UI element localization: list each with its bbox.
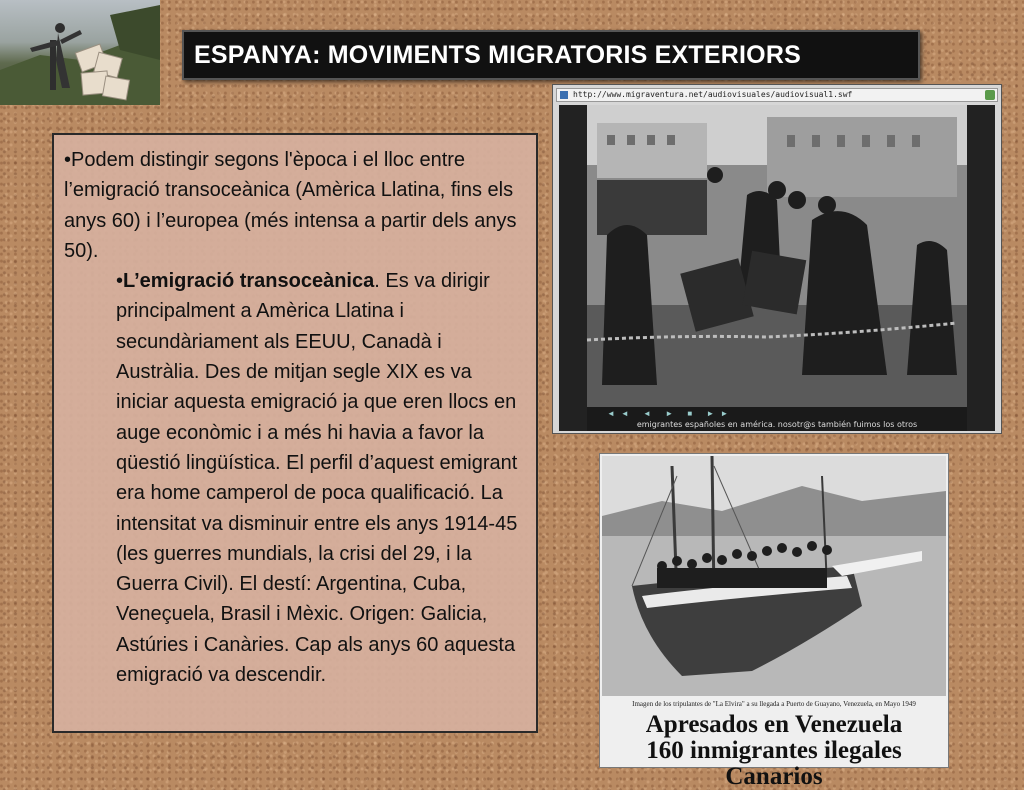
address-bar bbox=[556, 88, 998, 102]
playback-controls: ◄◄ ◄ ► ■ ►► bbox=[607, 409, 735, 418]
go-icon bbox=[985, 90, 995, 100]
video-controls bbox=[587, 407, 967, 431]
bullet-marker: • bbox=[116, 270, 124, 293]
ship-illustration bbox=[602, 456, 946, 696]
video-screenshot bbox=[552, 84, 1002, 434]
text-box bbox=[52, 133, 538, 733]
bullet-paragraph-2 bbox=[116, 266, 526, 690]
video-frame bbox=[559, 105, 995, 431]
slide-title: ESPANYA: MOVIMENTS MIGRATORIS EXTERIORS bbox=[194, 40, 801, 69]
title-bar bbox=[182, 30, 920, 80]
monument-photo bbox=[0, 0, 160, 105]
ship-photo bbox=[602, 456, 946, 696]
bullet-2-body: . Es va dirigir principalment a Amèrica Llatina i secundàriament als EEUU, Canadà i Austràlia. Des de mitjan segle XIX es va iniciar aquesta emigració ja que eren llocs en auge econòmic i a més hi havia a favor la qüestió lingüística. El perfil d’aquest emigrant era home camperol de poca qualificació. La intensitat va disminuir entre els anys 1914-45 (les guerres mundials, la crisi del 29, i la Guerra Civil). El destí: Argentina, Cuba, Veneçuela, Brasil i Mèxic. Origen: Galicia, Astúries i Canàries. Cap als anys 60 aquesta emigració va descendir. bbox=[116, 270, 518, 687]
emigrants-photo bbox=[587, 105, 967, 407]
news-headline bbox=[600, 712, 948, 790]
emigrants-illustration bbox=[587, 105, 967, 407]
page-icon bbox=[560, 91, 568, 99]
headline-line-1: Apresados en Venezuela bbox=[645, 711, 903, 738]
news-photo-caption: Imagen de los tripulantes de "La Elvira" a su llegada a Puerto de Guayano, Venezuela, en Mayo 1949 bbox=[632, 700, 916, 708]
address-url: http://www.migraventura.net/audiovisuales/audiovisual1.swf bbox=[573, 90, 853, 99]
news-clipping bbox=[599, 453, 949, 790]
video-caption: emigrantes españoles en américa. nosotr@s también fuimos los otros bbox=[636, 420, 918, 429]
bullet-paragraph-1: •Podem distingir segons l'època i el lloc entre l’emigració transoceànica (Amèrica Llatina, fins els anys 60) i l’europea (més intensa a partir dels anys 50). bbox=[64, 149, 517, 262]
monument-illustration bbox=[0, 0, 160, 105]
bullet-2-heading: L’emigració transoceànica bbox=[123, 270, 375, 293]
headline-line-2: 160 inmigrantes ilegales Canarios bbox=[646, 737, 902, 790]
